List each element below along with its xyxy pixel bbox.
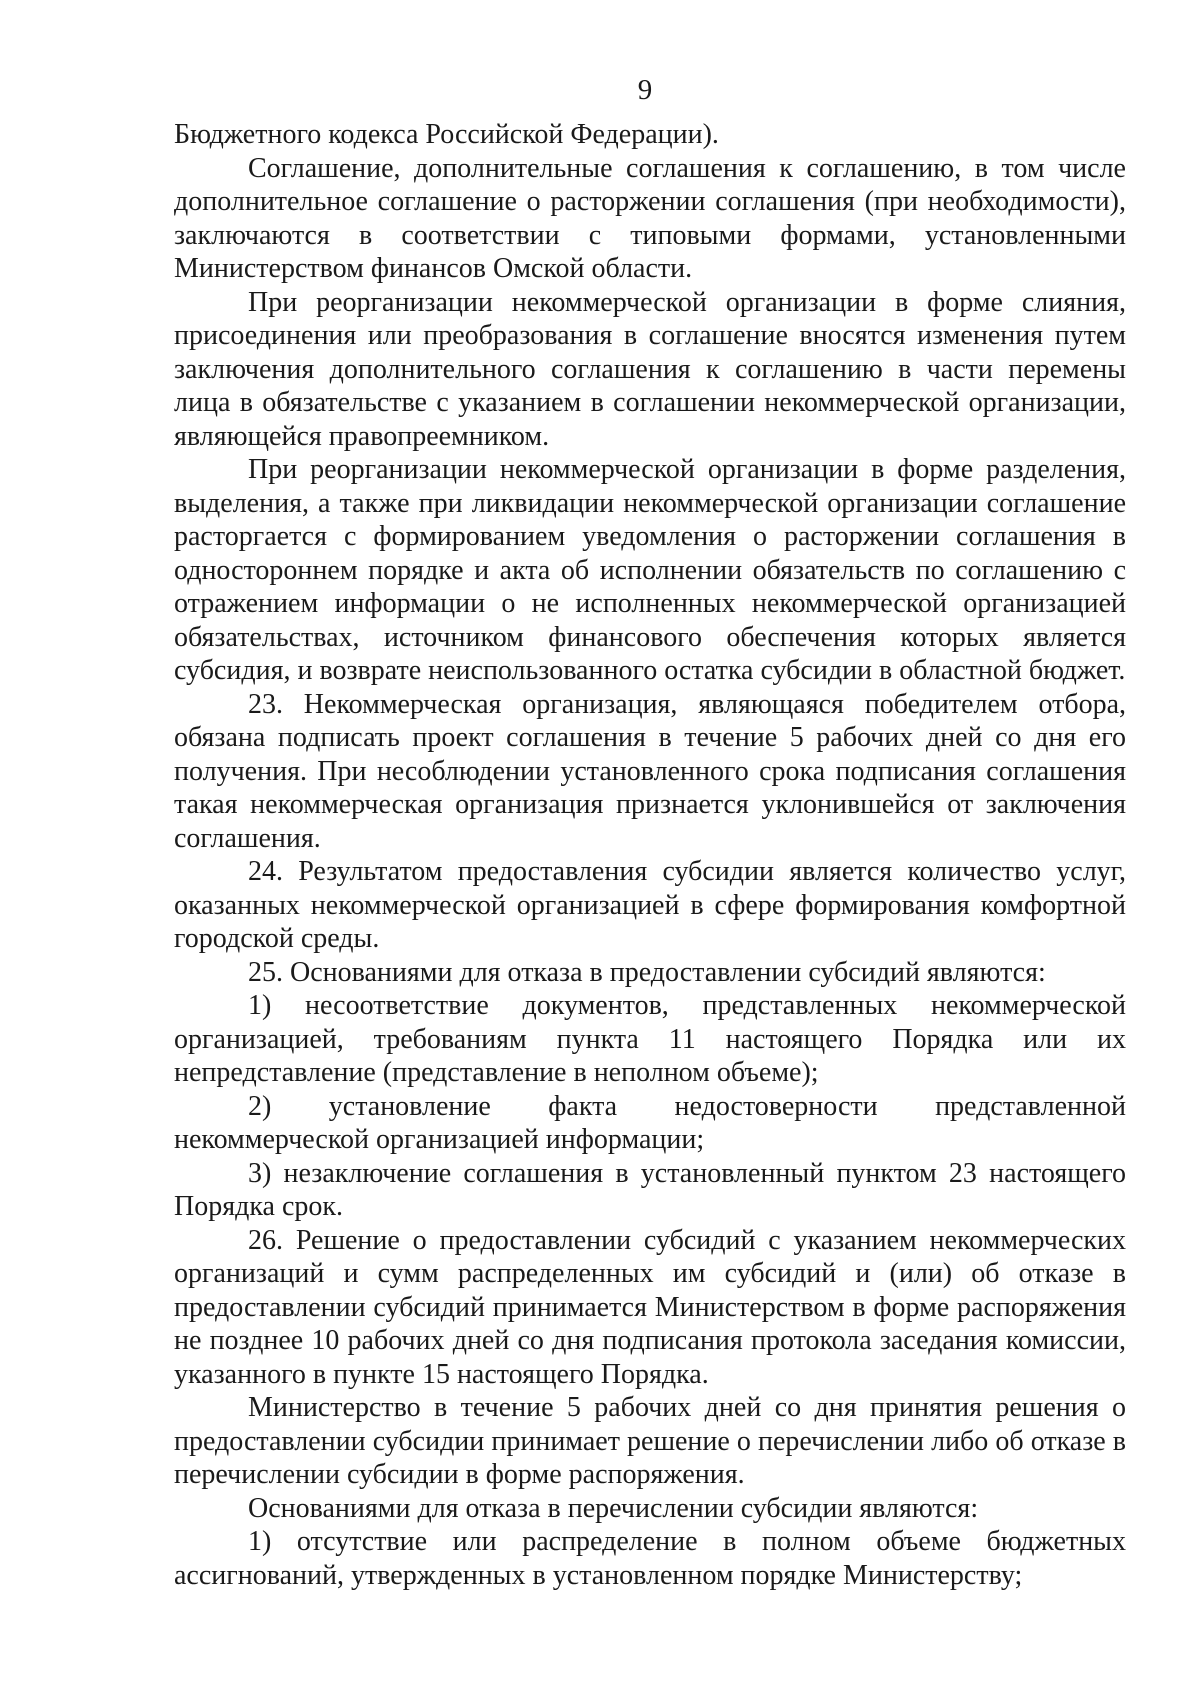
paragraph: Соглашение, дополнительные соглашения к соглашению, в том числе дополнительное соглашение о расторжении соглашения (при необходимости), заключаются в соответствии с типовыми формами, установленными Министерством финансов Омской области. bbox=[174, 152, 1126, 284]
paragraph: Министерство в течение 5 рабочих дней со дня принятия решения о предоставлении субсидии принимает решение о перечислении либо об отказе в перечислении субсидии в форме распоряжения. bbox=[174, 1392, 1126, 1490]
document-body bbox=[174, 118, 1126, 1592]
paragraph: Основаниями для отказа в перечислении субсидии являются: bbox=[248, 1492, 979, 1524]
paragraph: При реорганизации некоммерческой организации в форме слияния, присоединения или преобразования в соглашение вносятся изменения путем заключения дополнительного соглашения к соглашению в части перемены лица в обязательстве с указанием в соглашении некоммерческой организации, являющейся правопреемником. bbox=[174, 286, 1126, 452]
paragraph: 2) установление факта недостоверности представленной некоммерческой организацией информации; bbox=[174, 1090, 1126, 1155]
paragraph: При реорганизации некоммерческой организации в форме разделения, выделения, а также при ликвидации некоммерческой организации соглашение расторгается с формированием уведомления о расторжении соглашения в одностороннем порядке и акта об исполнении обязательств по соглашению с отражением информации о не исполненных некоммерческой организацией обязательствах, источником финансового обеспечения которых является субсидия, и возврате неиспользованного остатка субсидии в областной бюджет. bbox=[174, 454, 1126, 686]
paragraph: Бюджетного кодекса Российской Федерации). bbox=[174, 119, 719, 150]
paragraph: 1) несоответствие документов, представленных некоммерческой организацией, требованиям пункта 11 настоящего Порядка или их непредставление (представление в неполном объеме); bbox=[174, 990, 1126, 1088]
paragraph: 24. Результатом предоставления субсидии является количество услуг, оказанных некоммерческой организацией в сфере формирования комфортной городской среды. bbox=[174, 856, 1126, 954]
page-number: 9 bbox=[637, 74, 653, 106]
paragraph: 25. Основаниями для отказа в предоставлении субсидий являются: bbox=[248, 956, 1046, 988]
paragraph: 26. Решение о предоставлении субсидий с указанием некоммерческих организаций и сумм распределенных им субсидий и (или) об отказе в предоставлении субсидий принимается Министерством в форме распоряжения не позднее 10 рабочих дней со дня подписания протокола заседания комиссии, указанного в пункте 15 настоящего Порядка. bbox=[174, 1224, 1126, 1390]
paragraph: 3) незаключение соглашения в установленный пунктом 23 настоящего Порядка срок. bbox=[174, 1157, 1126, 1222]
paragraph: 23. Некоммерческая организация, являющаяся победителем отбора, обязана подписать проект соглашения в течение 5 рабочих дней со дня его получения. При несоблюдении установленного срока подписания соглашения такая некоммерческая организация признается уклонившейся от заключения соглашения. bbox=[174, 688, 1126, 854]
paragraph: 1) отсутствие или распределение в полном объеме бюджетных ассигнований, утвержденных в установленном порядке Министерству; bbox=[174, 1526, 1126, 1591]
